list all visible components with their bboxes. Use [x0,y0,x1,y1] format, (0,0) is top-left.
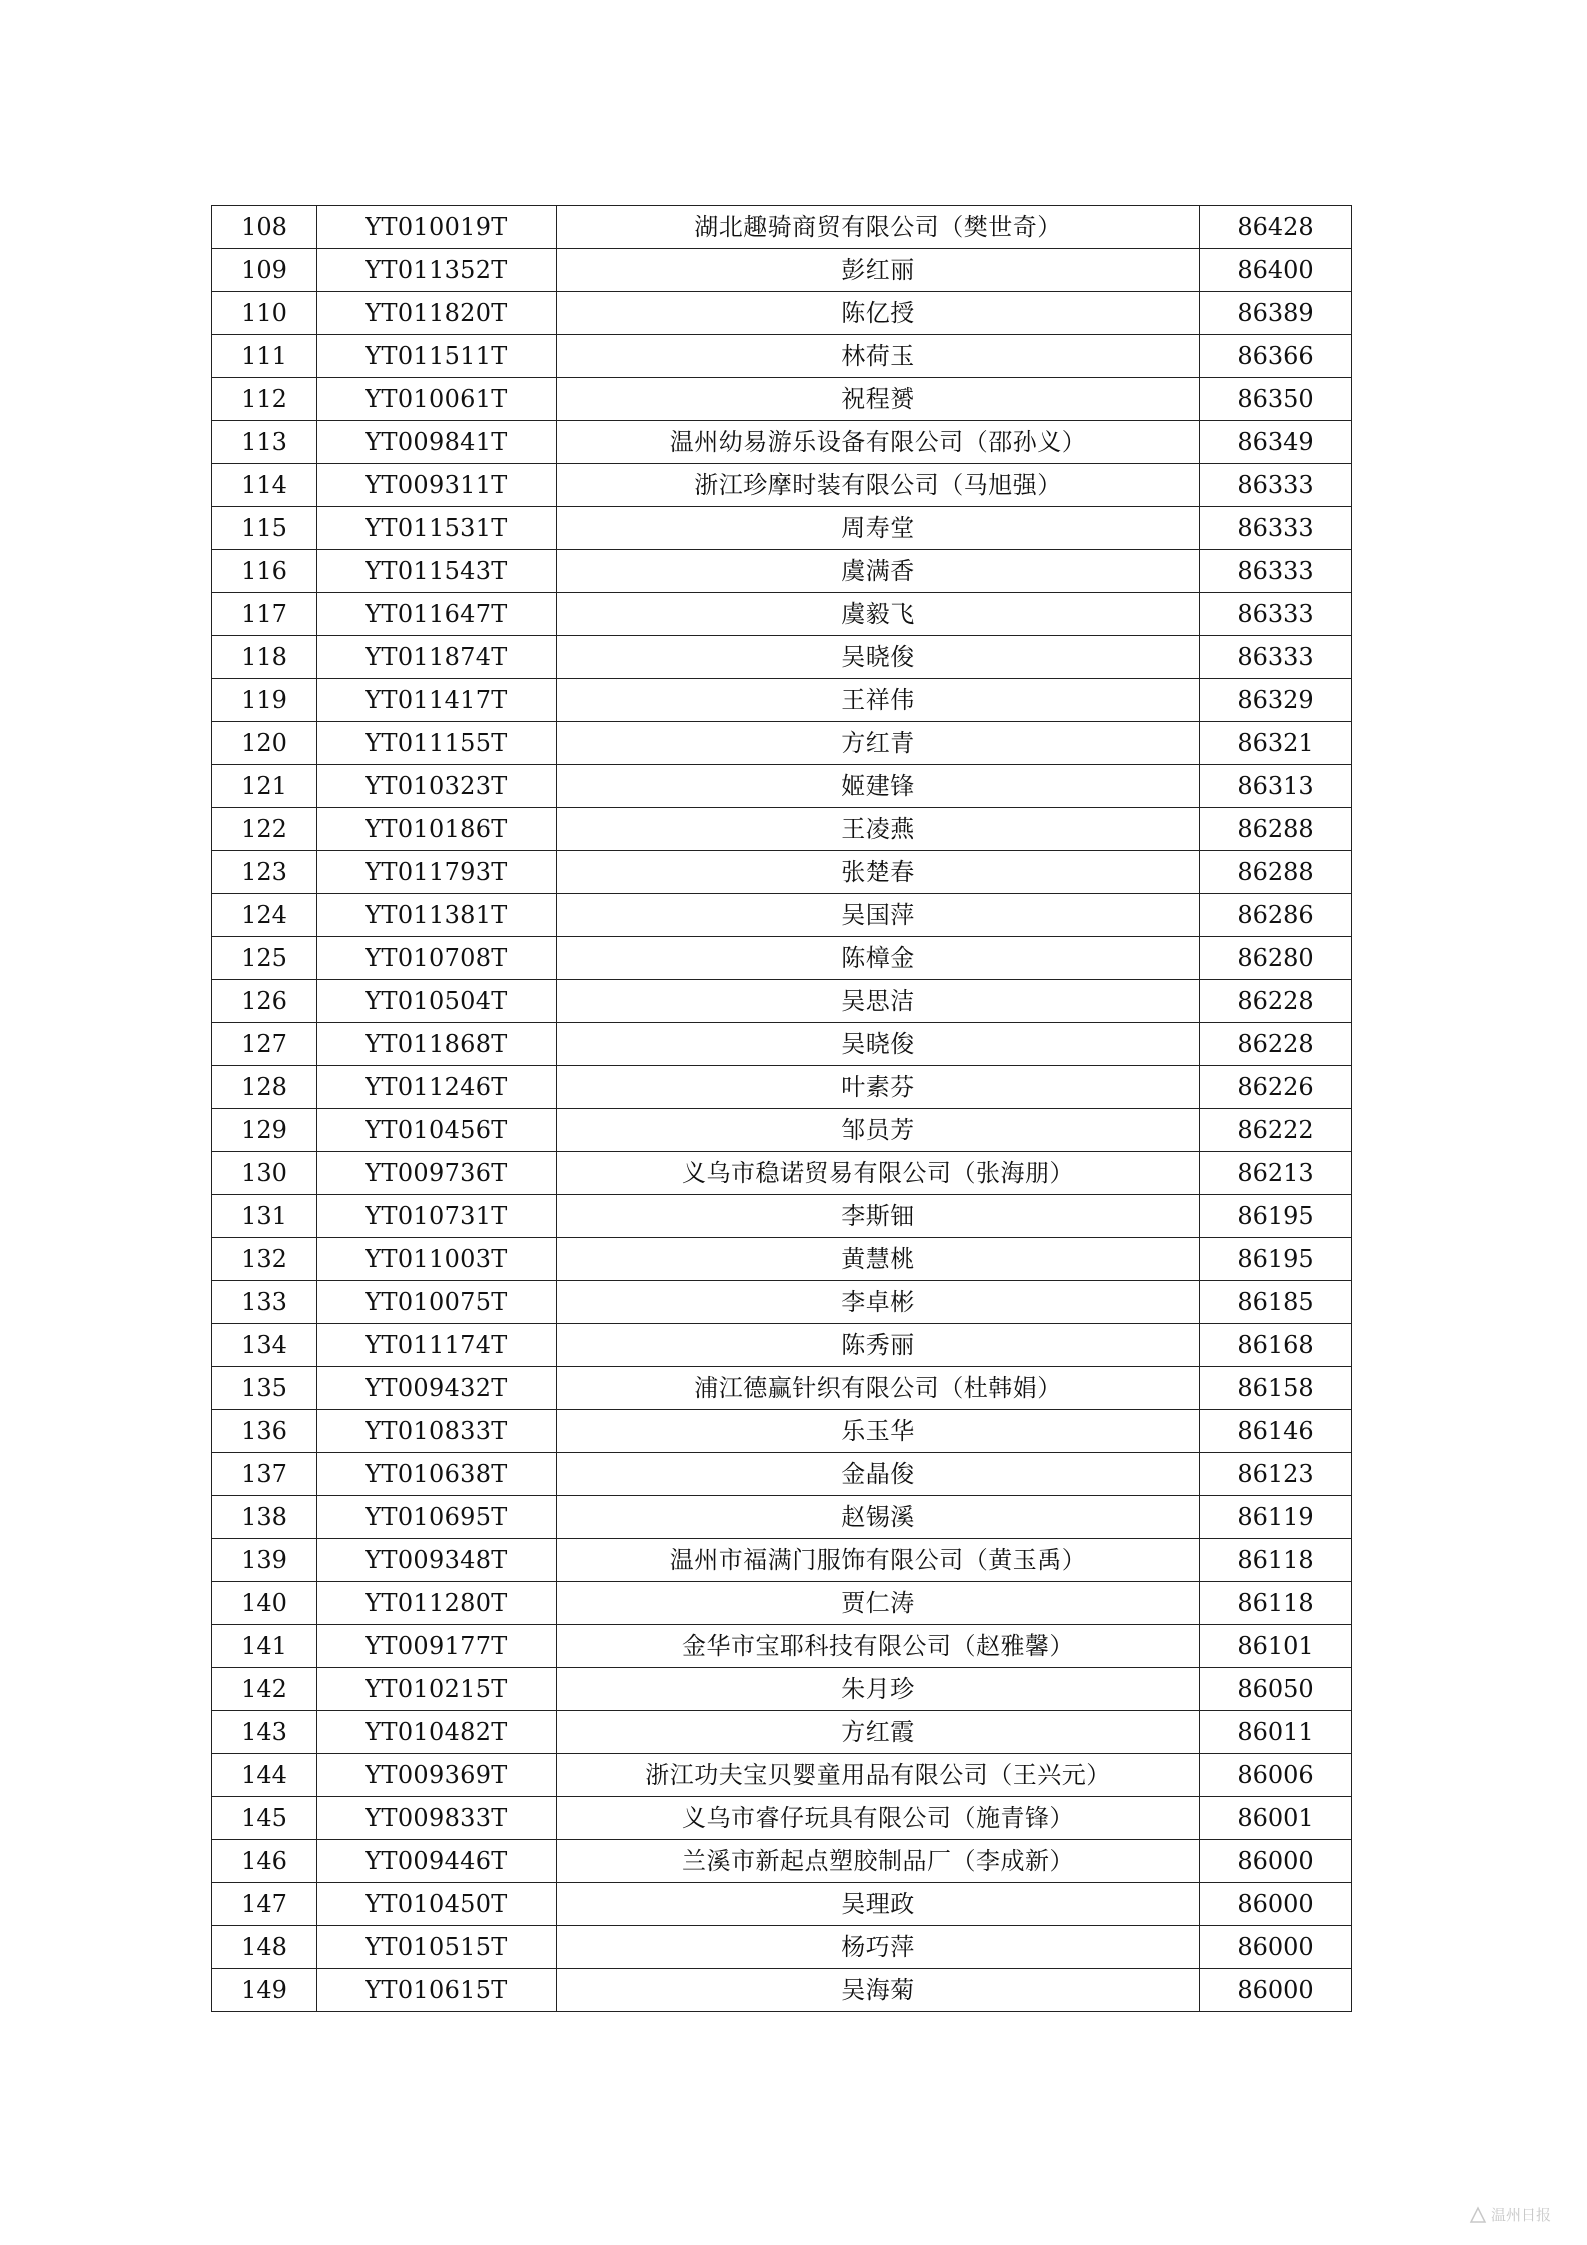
table-row [212,593,1352,636]
table-row [212,550,1352,593]
row-number-cell: 135 [212,1367,317,1410]
score-cell: 86228 [1200,980,1352,1023]
row-number-cell: 133 [212,1281,317,1324]
score-cell: 86118 [1200,1539,1352,1582]
score-cell: 86366 [1200,335,1352,378]
name-cell: 湖北趣骑商贸有限公司（樊世奇） [557,206,1200,249]
name-cell: 邹员芳 [557,1109,1200,1152]
name-cell: 浦江德赢针织有限公司（杜韩娟） [557,1367,1200,1410]
registration-id-cell: YT010456T [317,1109,557,1152]
table-body [212,206,1352,2012]
table-row [212,1453,1352,1496]
row-number-cell: 143 [212,1711,317,1754]
row-number-cell: 130 [212,1152,317,1195]
row-number-cell: 108 [212,206,317,249]
row-number-cell: 118 [212,636,317,679]
row-number-cell: 136 [212,1410,317,1453]
registration-id-cell: YT009311T [317,464,557,507]
registration-id-cell: YT010504T [317,980,557,1023]
name-cell: 吴晓俊 [557,636,1200,679]
table-row [212,1969,1352,2012]
row-number-cell: 119 [212,679,317,722]
name-cell: 虞满香 [557,550,1200,593]
registration-id-cell: YT010450T [317,1883,557,1926]
name-cell: 吴晓俊 [557,1023,1200,1066]
registration-id-cell: YT010695T [317,1496,557,1539]
name-cell: 赵锡溪 [557,1496,1200,1539]
name-cell: 温州幼易游乐设备有限公司（邵孙义） [557,421,1200,464]
registration-id-cell: YT011874T [317,636,557,679]
name-cell: 林荷玉 [557,335,1200,378]
row-number-cell: 114 [212,464,317,507]
registration-id-cell: YT010019T [317,206,557,249]
table-row [212,937,1352,980]
name-cell: 陈亿授 [557,292,1200,335]
name-cell: 李斯钿 [557,1195,1200,1238]
score-cell: 86428 [1200,206,1352,249]
row-number-cell: 121 [212,765,317,808]
table-row [212,894,1352,937]
name-cell: 金晶俊 [557,1453,1200,1496]
score-cell: 86228 [1200,1023,1352,1066]
table-row [212,808,1352,851]
score-cell: 86222 [1200,1109,1352,1152]
name-cell: 虞毅飞 [557,593,1200,636]
row-number-cell: 126 [212,980,317,1023]
registration-id-cell: YT011868T [317,1023,557,1066]
registration-id-cell: YT011155T [317,722,557,765]
score-cell: 86321 [1200,722,1352,765]
registration-id-cell: YT010186T [317,808,557,851]
name-cell: 金华市宝耶科技有限公司（赵雅馨） [557,1625,1200,1668]
name-cell: 黄慧桃 [557,1238,1200,1281]
name-cell: 陈秀丽 [557,1324,1200,1367]
score-cell: 86333 [1200,464,1352,507]
table-row [212,1797,1352,1840]
registration-id-cell: YT011352T [317,249,557,292]
table-row [212,1109,1352,1152]
row-number-cell: 113 [212,421,317,464]
logo-icon [1469,2206,1487,2224]
table-row [212,1668,1352,1711]
table-row [212,1711,1352,1754]
score-cell: 86333 [1200,636,1352,679]
row-number-cell: 116 [212,550,317,593]
name-cell: 张楚春 [557,851,1200,894]
name-cell: 王祥伟 [557,679,1200,722]
registration-id-cell: YT010075T [317,1281,557,1324]
score-cell: 86286 [1200,894,1352,937]
row-number-cell: 124 [212,894,317,937]
score-cell: 86168 [1200,1324,1352,1367]
registration-id-cell: YT010515T [317,1926,557,1969]
table-row [212,636,1352,679]
score-cell: 86329 [1200,679,1352,722]
table-row [212,1840,1352,1883]
table-row [212,1324,1352,1367]
row-number-cell: 141 [212,1625,317,1668]
row-number-cell: 146 [212,1840,317,1883]
name-cell: 杨巧萍 [557,1926,1200,1969]
score-cell: 86400 [1200,249,1352,292]
registration-id-cell: YT011280T [317,1582,557,1625]
table-row [212,292,1352,335]
registration-id-cell: YT011246T [317,1066,557,1109]
score-cell: 86050 [1200,1668,1352,1711]
table-row [212,765,1352,808]
name-cell: 贾仁涛 [557,1582,1200,1625]
name-cell: 李卓彬 [557,1281,1200,1324]
registration-id-cell: YT011820T [317,292,557,335]
registration-id-cell: YT009348T [317,1539,557,1582]
row-number-cell: 147 [212,1883,317,1926]
ranking-table [211,205,1352,2012]
table-row [212,507,1352,550]
name-cell: 方红霞 [557,1711,1200,1754]
table-row [212,851,1352,894]
score-cell: 86333 [1200,593,1352,636]
registration-id-cell: YT011793T [317,851,557,894]
score-cell: 86158 [1200,1367,1352,1410]
registration-id-cell: YT011647T [317,593,557,636]
name-cell: 温州市福满门服饰有限公司（黄玉禹） [557,1539,1200,1582]
score-cell: 86288 [1200,808,1352,851]
name-cell: 姬建锋 [557,765,1200,808]
row-number-cell: 137 [212,1453,317,1496]
table-row [212,1152,1352,1195]
name-cell: 陈樟金 [557,937,1200,980]
name-cell: 彭红丽 [557,249,1200,292]
score-cell: 86195 [1200,1238,1352,1281]
table-row [212,1281,1352,1324]
registration-id-cell: YT009432T [317,1367,557,1410]
watermark [1469,2204,1551,2225]
row-number-cell: 109 [212,249,317,292]
table-row [212,249,1352,292]
row-number-cell: 120 [212,722,317,765]
registration-id-cell: YT010323T [317,765,557,808]
registration-id-cell: YT011003T [317,1238,557,1281]
table-row [212,980,1352,1023]
score-cell: 86389 [1200,292,1352,335]
table-row [212,1539,1352,1582]
registration-id-cell: YT011543T [317,550,557,593]
score-cell: 86195 [1200,1195,1352,1238]
row-number-cell: 138 [212,1496,317,1539]
row-number-cell: 149 [212,1969,317,2012]
table-row [212,1367,1352,1410]
table-row [212,1238,1352,1281]
score-cell: 86000 [1200,1969,1352,2012]
name-cell: 方红青 [557,722,1200,765]
score-cell: 86001 [1200,1797,1352,1840]
name-cell: 吴国萍 [557,894,1200,937]
score-cell: 86226 [1200,1066,1352,1109]
registration-id-cell: YT011417T [317,679,557,722]
table-row [212,378,1352,421]
name-cell: 浙江珍摩时装有限公司（马旭强） [557,464,1200,507]
row-number-cell: 145 [212,1797,317,1840]
score-cell: 86280 [1200,937,1352,980]
score-cell: 86011 [1200,1711,1352,1754]
registration-id-cell: YT009736T [317,1152,557,1195]
score-cell: 86333 [1200,507,1352,550]
registration-id-cell: YT011174T [317,1324,557,1367]
score-cell: 86006 [1200,1754,1352,1797]
registration-id-cell: YT009369T [317,1754,557,1797]
table-row [212,1926,1352,1969]
registration-id-cell: YT009841T [317,421,557,464]
registration-id-cell: YT010833T [317,1410,557,1453]
table-row [212,1582,1352,1625]
name-cell: 吴思洁 [557,980,1200,1023]
row-number-cell: 131 [212,1195,317,1238]
row-number-cell: 140 [212,1582,317,1625]
row-number-cell: 148 [212,1926,317,1969]
score-cell: 86119 [1200,1496,1352,1539]
name-cell: 乐玉华 [557,1410,1200,1453]
row-number-cell: 117 [212,593,317,636]
name-cell: 兰溪市新起点塑胶制品厂（李成新） [557,1840,1200,1883]
table-row [212,421,1352,464]
table-row [212,722,1352,765]
name-cell: 周寿堂 [557,507,1200,550]
score-cell: 86213 [1200,1152,1352,1195]
table-row [212,1625,1352,1668]
registration-id-cell: YT009446T [317,1840,557,1883]
registration-id-cell: YT009177T [317,1625,557,1668]
score-cell: 86333 [1200,550,1352,593]
registration-id-cell: YT010615T [317,1969,557,2012]
table-row [212,1410,1352,1453]
row-number-cell: 111 [212,335,317,378]
name-cell: 祝程赟 [557,378,1200,421]
table-row [212,206,1352,249]
registration-id-cell: YT010638T [317,1453,557,1496]
name-cell: 浙江功夫宝贝婴童用品有限公司（王兴元） [557,1754,1200,1797]
score-cell: 86118 [1200,1582,1352,1625]
row-number-cell: 132 [212,1238,317,1281]
row-number-cell: 129 [212,1109,317,1152]
row-number-cell: 125 [212,937,317,980]
table-row [212,1195,1352,1238]
table-row [212,1883,1352,1926]
table-row [212,335,1352,378]
name-cell: 义乌市稳诺贸易有限公司（张海朋） [557,1152,1200,1195]
row-number-cell: 112 [212,378,317,421]
row-number-cell: 139 [212,1539,317,1582]
name-cell: 吴海菊 [557,1969,1200,2012]
registration-id-cell: YT009833T [317,1797,557,1840]
score-cell: 86313 [1200,765,1352,808]
table-row [212,679,1352,722]
score-cell: 86350 [1200,378,1352,421]
score-cell: 86123 [1200,1453,1352,1496]
score-cell: 86000 [1200,1926,1352,1969]
table-row [212,464,1352,507]
row-number-cell: 128 [212,1066,317,1109]
score-cell: 86288 [1200,851,1352,894]
row-number-cell: 123 [212,851,317,894]
table-row [212,1023,1352,1066]
name-cell: 叶素芬 [557,1066,1200,1109]
score-cell: 86185 [1200,1281,1352,1324]
score-cell: 86146 [1200,1410,1352,1453]
row-number-cell: 134 [212,1324,317,1367]
registration-id-cell: YT010061T [317,378,557,421]
registration-id-cell: YT010708T [317,937,557,980]
name-cell: 朱月珍 [557,1668,1200,1711]
registration-id-cell: YT011381T [317,894,557,937]
registration-id-cell: YT010731T [317,1195,557,1238]
watermark-text: 温州日报 [1490,2206,1551,2224]
name-cell: 王凌燕 [557,808,1200,851]
row-number-cell: 110 [212,292,317,335]
name-cell: 吴理政 [557,1883,1200,1926]
score-cell: 86101 [1200,1625,1352,1668]
row-number-cell: 127 [212,1023,317,1066]
registration-id-cell: YT011511T [317,335,557,378]
registration-id-cell: YT010482T [317,1711,557,1754]
score-cell: 86349 [1200,421,1352,464]
registration-id-cell: YT010215T [317,1668,557,1711]
row-number-cell: 144 [212,1754,317,1797]
table-row [212,1066,1352,1109]
row-number-cell: 142 [212,1668,317,1711]
name-cell: 义乌市睿仔玩具有限公司（施青锋） [557,1797,1200,1840]
table-row [212,1496,1352,1539]
row-number-cell: 122 [212,808,317,851]
score-cell: 86000 [1200,1883,1352,1926]
row-number-cell: 115 [212,507,317,550]
score-cell: 86000 [1200,1840,1352,1883]
table-row [212,1754,1352,1797]
registration-id-cell: YT011531T [317,507,557,550]
